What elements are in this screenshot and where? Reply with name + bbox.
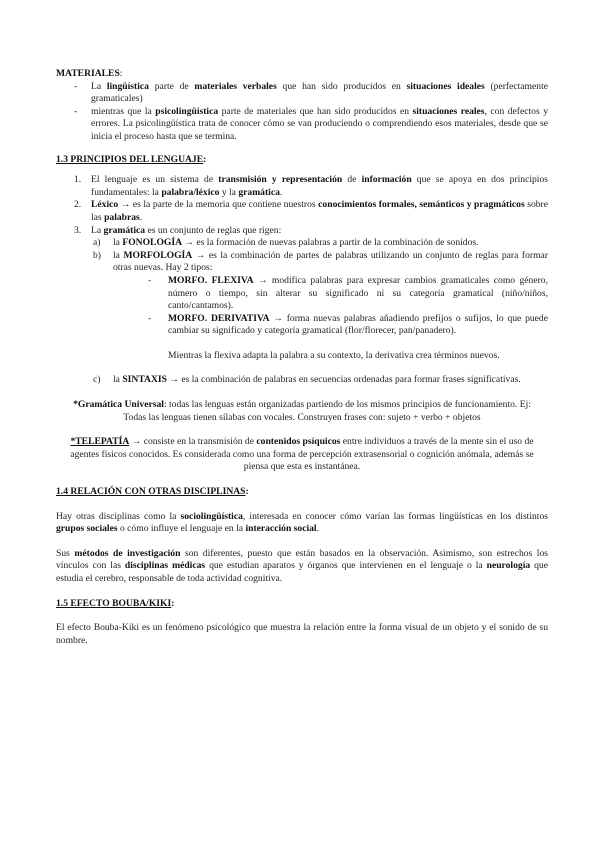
materiales-heading: MATERIALES: — [56, 68, 123, 79]
list-marker: - — [148, 274, 152, 286]
list-marker: - — [148, 312, 152, 324]
lettered-item — [91, 237, 548, 250]
item-number: 2. — [74, 199, 82, 211]
list-marker: - — [74, 80, 78, 92]
numbered-item — [56, 225, 548, 238]
list-item — [148, 275, 548, 313]
materiales-list — [56, 81, 548, 144]
relacion-section — [56, 486, 548, 586]
section-heading: 1.4 RELACIÓN CON OTRAS DISCIPLINAS: — [56, 486, 249, 498]
item-number: 3. — [74, 224, 82, 236]
item-text: La gramática es un conjunto de reglas que rigen: — [91, 224, 282, 236]
item-text: la MORFOLOGÍA → es la combinación de partes de palabras utilizando un conjunto de reglas para formar otras nuevas. Hay 2 tipos: — [113, 249, 548, 274]
telepatia-note: *TELEPATÍA → consiste en la transmisión de contenidos psíquicos entre individuos a través de la mente sin el uso de agentes físicos conocidos. Es considerada como una forma de percepción extrasensorial o cognición anómala, además se piensa que esta es instantánea. — [70, 436, 534, 473]
lettered-item — [91, 250, 548, 275]
lettered-item — [91, 374, 548, 387]
list-item-text: MORFO. FLEXIVA → modifica palabras para expresar cambios gramaticales como género, número o tiempo, sin alterar su significado ni su categoría gramatical (niño/niños, canto/cantamos). — [168, 274, 549, 312]
gramatica-universal-note: *Gramática Universal: todas las lenguas están organizadas partiendo de los mismos principios de funcionamiento. Ej: Todas las lenguas tienen sílabas con vocales. Construyen frases con: sujeto + verbo + objetos — [73, 399, 531, 423]
item-text: El lenguaje es un sistema de transmisión y representación de información que se apoya en dos principios fundamentales: la palabra/léxico y la gramática. — [91, 174, 548, 198]
morfo-types-list — [148, 275, 548, 338]
section-heading: 1.5 EFECTO BOUBA/KIKI: — [56, 597, 175, 609]
paragraph: Hay otras disciplinas como la sociolingüística, interesada en conocer cómo varían las formas lingüísticas en los distintos grupos sociales o cómo influye el lenguaje en la interacción social. — [56, 510, 549, 535]
principios-section — [56, 154, 548, 388]
paragraph: El efecto Bouba-Kiki es un fenómeno psicológico que muestra la relación entre la forma visual de un objeto y el sonido de su nombre. — [56, 622, 548, 646]
list-item-text: mientras que la psicolingüística parte de materiales que han sido producidos en situaciones reales, con defectos y errores. La psicolingüística trata de conocer cómo se van produciendo o comprendiendo esos materiales, desde que se inicia el proceso hasta que se termina. — [91, 105, 548, 142]
list-item-text: La lingüística parte de materiales verbales que han sido producidos en situaciones ideales (perfectamente gramaticales) — [91, 80, 548, 105]
item-text: la FONOLOGÍA → es la formación de nuevas palabras a partir de la combinación de sonidos. — [113, 237, 479, 249]
item-text: la SINTAXIS → es la combinación de palabras en secuencias ordenadas para formar frases significativas. — [113, 374, 521, 386]
item-number: 1. — [74, 174, 82, 186]
item-letter: c) — [93, 374, 101, 386]
list-item — [56, 106, 548, 144]
bouba-section — [56, 598, 548, 648]
numbered-item — [56, 199, 548, 224]
materiales-section — [56, 68, 548, 144]
item-letter: b) — [93, 249, 101, 261]
section-heading: 1.3 PRINCIPIOS DEL LENGUAJE: — [56, 153, 207, 165]
list-item-text: MORFO. DERIVATIVA → forma nuevas palabras añadiendo prefijos o sufijos, lo que puede cambiar su significado y categoría gramatical (flor/florecer, pan/panadero). — [168, 312, 548, 337]
list-item — [56, 81, 548, 106]
item-letter: a) — [93, 237, 101, 249]
numbered-item — [56, 174, 548, 199]
item-text: Léxico → es la parte de la memoria que contiene nuestros conocimientos formales, semánticos y pragmáticos sobre las palabras. — [91, 199, 549, 223]
paragraph: Sus métodos de investigación son diferentes, puesto que están basados en la observación. Asimismo, son estrechos los vínculos con las disciplinas médicas que estudian aparatos y órganos que intervienen en el lenguaje o la neurología que estudia el cerebro, responsable de toda actividad cognitiva. — [56, 547, 548, 584]
morfo-note: Mientras la flexiva adapta la palabra a su contexto, la derivativa crea términos nuevos. — [168, 349, 500, 361]
list-item — [148, 313, 548, 338]
list-marker: - — [74, 105, 78, 117]
